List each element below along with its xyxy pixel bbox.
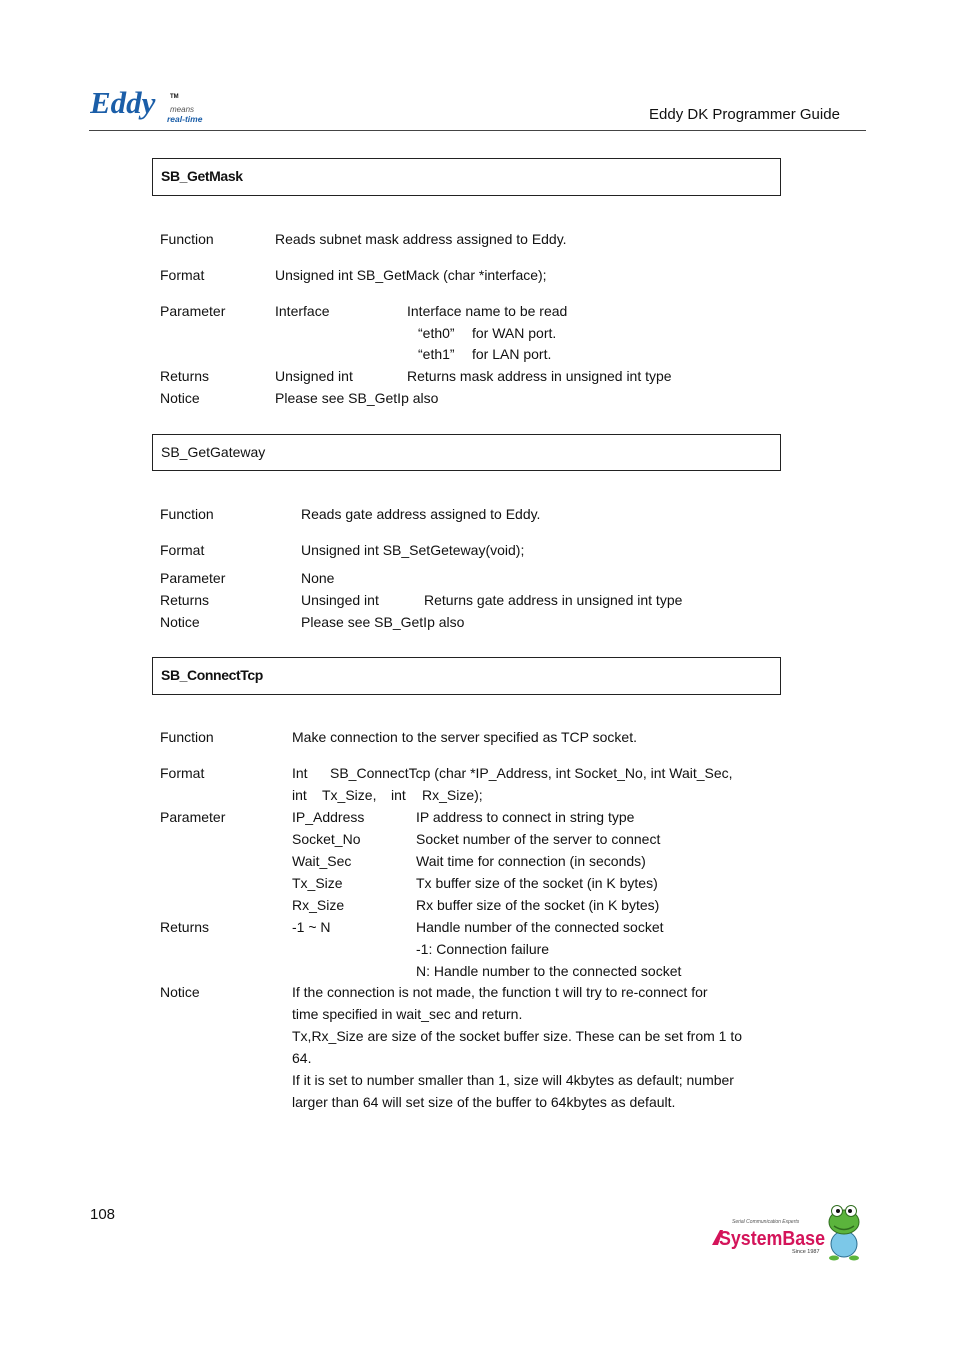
- connecttcp-function-label: Function: [160, 729, 214, 745]
- connecttcp-notice-line: time specified in wait_sec and return.: [292, 1006, 523, 1022]
- connecttcp-returns-line: Handle number of the connected socket: [416, 919, 664, 935]
- getgateway-parameter-label: Parameter: [160, 570, 226, 586]
- section-title-box-getgateway: [152, 434, 781, 471]
- connecttcp-format-line1-keyword: Int: [292, 765, 308, 781]
- connecttcp-notice-label: Notice: [160, 984, 200, 1000]
- getgateway-returns-type: Unsinged int: [301, 592, 379, 608]
- getmask-param-desc: Interface name to be read: [407, 303, 568, 319]
- connecttcp-format-line1-signature: SB_ConnectTcp (char *IP_Address, int Socket_No, int Wait_Sec,: [330, 765, 733, 781]
- document-title: Eddy DK Programmer Guide: [649, 106, 840, 123]
- connecttcp-format-line2-keyword: int: [292, 787, 307, 803]
- getmask-returns-type: Unsigned int: [275, 368, 353, 384]
- connecttcp-format-line2-arg: Rx_Size);: [422, 787, 483, 803]
- getmask-parameter-label: Parameter: [160, 303, 226, 319]
- connecttcp-format-label: Format: [160, 765, 205, 781]
- section-title-box-getmask: [152, 158, 781, 196]
- getmask-function-text: Reads subnet mask address assigned to Eddy.: [275, 231, 567, 247]
- section-title-box-connecttcp: [152, 657, 781, 695]
- connecttcp-format-line2-keyword: int: [391, 787, 406, 803]
- section-title-getgateway: SB_GetGateway: [161, 444, 266, 460]
- connecttcp-param-desc: Socket number of the server to connect: [416, 831, 661, 847]
- getmask-param-name: Interface: [275, 303, 330, 319]
- eddy-logo-word: Eddy: [90, 85, 156, 120]
- connecttcp-param-name: IP_Address: [292, 809, 365, 825]
- connecttcp-param-name: Tx_Size: [292, 875, 343, 891]
- section-title-getmask: SB_GetMask: [161, 168, 243, 184]
- eddy-logo-tm: TM: [170, 94, 179, 100]
- getmask-function-label: Function: [160, 231, 214, 247]
- brand-tagline: Serial Communication Experts: [732, 1219, 800, 1225]
- getgateway-parameter-text: None: [301, 570, 335, 586]
- getmask-notice-label: Notice: [160, 390, 200, 406]
- eddy-logo: [90, 84, 210, 126]
- connecttcp-param-desc: Wait time for connection (in seconds): [416, 853, 646, 869]
- getgateway-function-text: Reads gate address assigned to Eddy.: [301, 506, 541, 522]
- header-rule: [89, 130, 866, 131]
- getmask-format-label: Format: [160, 267, 205, 283]
- brand-since: Since 1987: [792, 1249, 820, 1255]
- eddy-logo-realtime: real-time: [167, 114, 203, 124]
- connecttcp-format-line2-arg: Tx_Size,: [322, 787, 377, 803]
- connecttcp-function-text: Make connection to the server specified as TCP socket.: [292, 729, 637, 745]
- getmask-option-key: “eth0”: [418, 325, 455, 341]
- frog-mascot-icon: [829, 1206, 859, 1261]
- connecttcp-returns-type: -1 ~ N: [292, 919, 331, 935]
- eddy-logo-means: means: [170, 105, 195, 114]
- page-number: 108: [90, 1206, 116, 1223]
- getmask-format-text: Unsigned int SB_GetMack (char *interface);: [275, 267, 547, 283]
- connecttcp-param-name: Wait_Sec: [292, 853, 352, 869]
- connecttcp-param-name: Socket_No: [292, 831, 361, 847]
- getmask-notice-text: Please see SB_GetIp also: [275, 390, 439, 406]
- connecttcp-param-desc: IP address to connect in string type: [416, 809, 635, 825]
- getgateway-notice-text: Please see SB_GetIp also: [301, 614, 465, 630]
- connecttcp-notice-line: If it is set to number smaller than 1, size will 4kbytes as default; number: [292, 1072, 734, 1088]
- brand-name: SystemBase: [719, 1228, 825, 1250]
- connecttcp-parameter-label: Parameter: [160, 809, 226, 825]
- getgateway-function-label: Function: [160, 506, 214, 522]
- getmask-option-value: for LAN port.: [472, 346, 552, 362]
- connecttcp-notice-line: 64.: [292, 1050, 312, 1066]
- getmask-returns-desc: Returns mask address in unsigned int type: [407, 368, 672, 384]
- connecttcp-returns-line: N: Handle number to the connected socket: [416, 963, 682, 979]
- connecttcp-param-desc: Rx buffer size of the socket (in K bytes): [416, 897, 660, 913]
- getgateway-returns-label: Returns: [160, 592, 210, 608]
- connecttcp-returns-line: -1: Connection failure: [416, 941, 550, 957]
- connecttcp-returns-label: Returns: [160, 919, 210, 935]
- getmask-option-value: for WAN port.: [472, 325, 557, 341]
- getgateway-returns-desc: Returns gate address in unsigned int type: [424, 592, 683, 608]
- getgateway-notice-label: Notice: [160, 614, 200, 630]
- systembase-logo: [710, 1200, 865, 1262]
- connecttcp-notice-line: larger than 64 will set size of the buffer to 64kbytes as default.: [292, 1094, 676, 1110]
- connecttcp-param-desc: Tx buffer size of the socket (in K bytes): [416, 875, 658, 891]
- getmask-returns-label: Returns: [160, 368, 210, 384]
- connecttcp-notice-line: If the connection is not made, the function t will try to re-connect for: [292, 984, 708, 1000]
- getgateway-format-text: Unsigned int SB_SetGeteway(void);: [301, 542, 525, 558]
- connecttcp-param-name: Rx_Size: [292, 897, 345, 913]
- section-title-connecttcp: SB_ConnectTcp: [161, 667, 263, 683]
- getgateway-format-label: Format: [160, 542, 205, 558]
- getmask-option-key: “eth1”: [418, 346, 455, 362]
- connecttcp-notice-line: Tx,Rx_Size are size of the socket buffer size. These can be set from 1 to: [292, 1028, 743, 1044]
